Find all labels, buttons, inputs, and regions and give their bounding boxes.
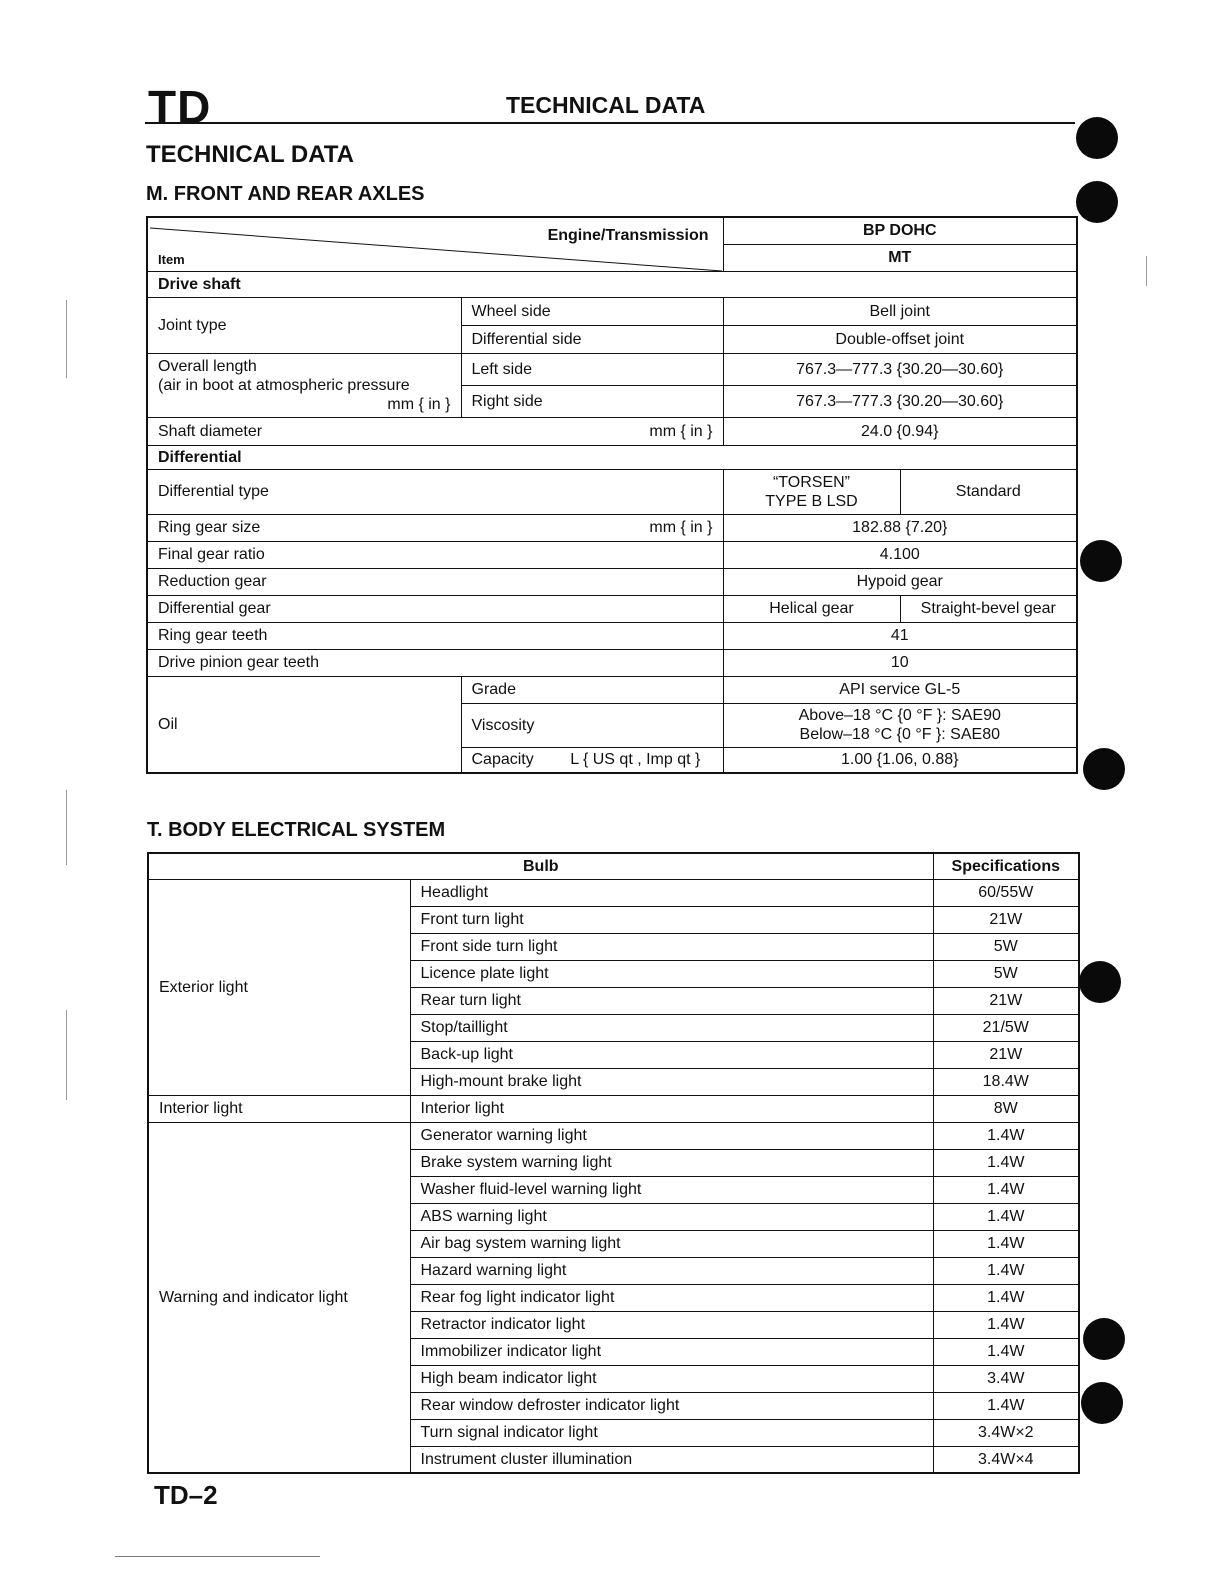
punch-hole: [1079, 961, 1121, 1003]
item-label: Item: [158, 252, 185, 267]
bulb-spec: 21W: [933, 906, 1079, 933]
bulb-spec: 1.4W: [933, 1257, 1079, 1284]
left-side-value: 767.3—777.3 {30.20—30.60}: [723, 353, 1077, 385]
oil-grade-label: Grade: [461, 676, 723, 703]
bulb-name: ABS warning light: [410, 1203, 933, 1230]
ring-gear-size-cell: [147, 514, 723, 541]
bulb-spec: 1.4W: [933, 1338, 1079, 1365]
punch-hole: [1076, 181, 1118, 223]
ring-gear-size-value: 182.88 {7.20}: [723, 514, 1077, 541]
specifications-column-header: Specifications: [933, 853, 1079, 879]
ring-gear-teeth-label: Ring gear teeth: [147, 622, 723, 649]
bulb-spec: 21W: [933, 1041, 1079, 1068]
right-side-value: 767.3—777.3 {30.20—30.60}: [723, 385, 1077, 417]
differential-side-label: Differential side: [461, 325, 723, 353]
differential-gear-value-torsen: Helical gear: [723, 595, 900, 622]
section-code: TD: [148, 81, 212, 133]
bulb-spec: 1.4W: [933, 1284, 1079, 1311]
oil-grade-value: API service GL-5: [723, 676, 1077, 703]
header-title: TECHNICAL DATA: [506, 92, 706, 118]
bulb-name: Instrument cluster illumination: [410, 1446, 933, 1473]
table-corner-header: [147, 217, 723, 271]
oil-viscosity-label: Viscosity: [461, 703, 723, 747]
reduction-gear-label: Reduction gear: [147, 568, 723, 595]
oil-capacity-cell: [461, 747, 723, 773]
left-side-label: Left side: [461, 353, 723, 385]
table-row: [148, 879, 1079, 906]
page-title: TECHNICAL DATA: [146, 141, 354, 168]
bulb-name: Immobilizer indicator light: [410, 1338, 933, 1365]
wheel-side-label: Wheel side: [461, 297, 723, 325]
scan-mark: [66, 300, 67, 378]
bulb-spec-table: [147, 852, 1080, 1474]
bulb-spec: 1.4W: [933, 1176, 1079, 1203]
bulb-name: Air bag system warning light: [410, 1230, 933, 1257]
scan-mark: [66, 790, 67, 865]
ring-gear-size-label: Ring gear size: [158, 519, 261, 536]
bulb-name: Generator warning light: [410, 1122, 933, 1149]
axle-section-title: M. FRONT AND REAR AXLES: [146, 183, 425, 205]
table-row: [148, 1095, 1079, 1122]
final-gear-ratio-label: Final gear ratio: [147, 541, 723, 568]
bulb-name: Rear window defroster indicator light: [410, 1392, 933, 1419]
scan-mark: [66, 1010, 67, 1100]
torsen-line1: “TORSEN”: [772, 473, 851, 491]
differential-type-standard: Standard: [900, 469, 1077, 514]
scan-mark: [1146, 256, 1147, 286]
overall-length-line1: Overall length: [158, 357, 257, 375]
ring-gear-teeth-value: 41: [723, 622, 1077, 649]
bulb-name: Rear turn light: [410, 987, 933, 1014]
viscosity-below: Below–18 °C {0 °F }: SAE80: [799, 726, 1000, 743]
bulb-spec: 5W: [933, 933, 1079, 960]
shaft-diameter-label: Shaft diameter: [158, 422, 263, 440]
bulb-name: Stop/taillight: [410, 1014, 933, 1041]
bulb-spec: 1.4W: [933, 1230, 1079, 1257]
reduction-gear-value: Hypoid gear: [723, 568, 1077, 595]
drive-shaft-header: Drive shaft: [147, 271, 1077, 297]
viscosity-above: Above–18 °C {0 °F }: SAE90: [798, 707, 1001, 724]
bulb-spec: 1.4W: [933, 1149, 1079, 1176]
drive-pinion-label: Drive pinion gear teeth: [147, 649, 723, 676]
bulb-spec: 3.4W×2: [933, 1419, 1079, 1446]
oil-capacity-label: Capacity: [471, 751, 534, 769]
bulb-name: Rear fog light indicator light: [410, 1284, 933, 1311]
bulb-group-label: Warning and indicator light: [148, 1122, 410, 1473]
engine-header: BP DOHC: [723, 217, 1077, 244]
bulb-spec: 1.4W: [933, 1203, 1079, 1230]
bulb-name: High-mount brake light: [410, 1068, 933, 1095]
axle-spec-table: [146, 216, 1078, 774]
bulb-spec: 3.4W×4: [933, 1446, 1079, 1473]
scan-mark: [115, 1556, 320, 1557]
right-side-label: Right side: [461, 385, 723, 417]
bulb-group-label: Interior light: [148, 1095, 410, 1122]
overall-length-unit: mm { in }: [387, 395, 451, 413]
bulb-name: Back-up light: [410, 1041, 933, 1068]
bulb-name: Interior light: [410, 1095, 933, 1122]
punch-hole: [1083, 748, 1125, 790]
bulb-name: Front side turn light: [410, 933, 933, 960]
differential-type-torsen: [723, 469, 900, 514]
bulb-spec: 5W: [933, 960, 1079, 987]
ring-gear-size-unit: mm { in }: [649, 519, 713, 536]
differential-type-label: Differential type: [147, 469, 723, 514]
oil-capacity-unit: L { US qt , Imp qt }: [570, 751, 701, 769]
bulb-spec: 1.4W: [933, 1122, 1079, 1149]
bulb-name: Washer fluid-level warning light: [410, 1176, 933, 1203]
bulb-spec: 1.4W: [933, 1311, 1079, 1338]
bulb-spec: 3.4W: [933, 1365, 1079, 1392]
bulb-spec: 18.4W: [933, 1068, 1079, 1095]
joint-type-label: Joint type: [147, 297, 461, 353]
bulb-name: Retractor indicator light: [410, 1311, 933, 1338]
wheel-side-value: Bell joint: [723, 297, 1077, 325]
bulb-spec: 1.4W: [933, 1392, 1079, 1419]
punch-hole: [1080, 540, 1122, 582]
bulb-group-label: Exterior light: [148, 879, 410, 1095]
differential-header: Differential: [147, 445, 1077, 469]
body-electrical-section-title: T. BODY ELECTRICAL SYSTEM: [147, 819, 446, 841]
oil-capacity-value: 1.00 {1.06, 0.88}: [723, 747, 1077, 773]
bulb-spec: 21W: [933, 987, 1079, 1014]
shaft-diameter-cell: [147, 417, 723, 445]
differential-side-value: Double-offset joint: [723, 325, 1077, 353]
shaft-diameter-value: 24.0 {0.94}: [723, 417, 1077, 445]
engine-transmission-label: Engine/Transmission: [547, 227, 709, 244]
torsen-line2: TYPE B LSD: [765, 492, 858, 510]
oil-viscosity-value: [723, 703, 1077, 747]
bulb-name: Headlight: [410, 879, 933, 906]
drive-pinion-value: 10: [723, 649, 1077, 676]
bulb-spec: 21/5W: [933, 1014, 1079, 1041]
punch-hole: [1083, 1318, 1125, 1360]
overall-length-label: [147, 353, 461, 417]
bulb-name: Licence plate light: [410, 960, 933, 987]
bulb-name: Hazard warning light: [410, 1257, 933, 1284]
page-number: TD–2: [154, 1480, 218, 1510]
table-row: [148, 1122, 1079, 1149]
bulb-name: Brake system warning light: [410, 1149, 933, 1176]
punch-hole: [1081, 1382, 1123, 1424]
punch-hole: [1076, 117, 1118, 159]
bulb-column-header: Bulb: [148, 853, 933, 879]
differential-gear-value-standard: Straight-bevel gear: [900, 595, 1077, 622]
bulb-name: Front turn light: [410, 906, 933, 933]
overall-length-line2: (air in boot at atmospheric pressure: [158, 376, 410, 394]
differential-gear-label: Differential gear: [147, 595, 723, 622]
bulb-name: Turn signal indicator light: [410, 1419, 933, 1446]
oil-label: Oil: [147, 676, 461, 773]
bulb-name: High beam indicator light: [410, 1365, 933, 1392]
header-rule: [145, 122, 1075, 124]
bulb-spec: 60/55W: [933, 879, 1079, 906]
final-gear-ratio-value: 4.100: [723, 541, 1077, 568]
bulb-spec: 8W: [933, 1095, 1079, 1122]
transmission-header: MT: [723, 244, 1077, 271]
shaft-diameter-unit: mm { in }: [649, 422, 713, 440]
